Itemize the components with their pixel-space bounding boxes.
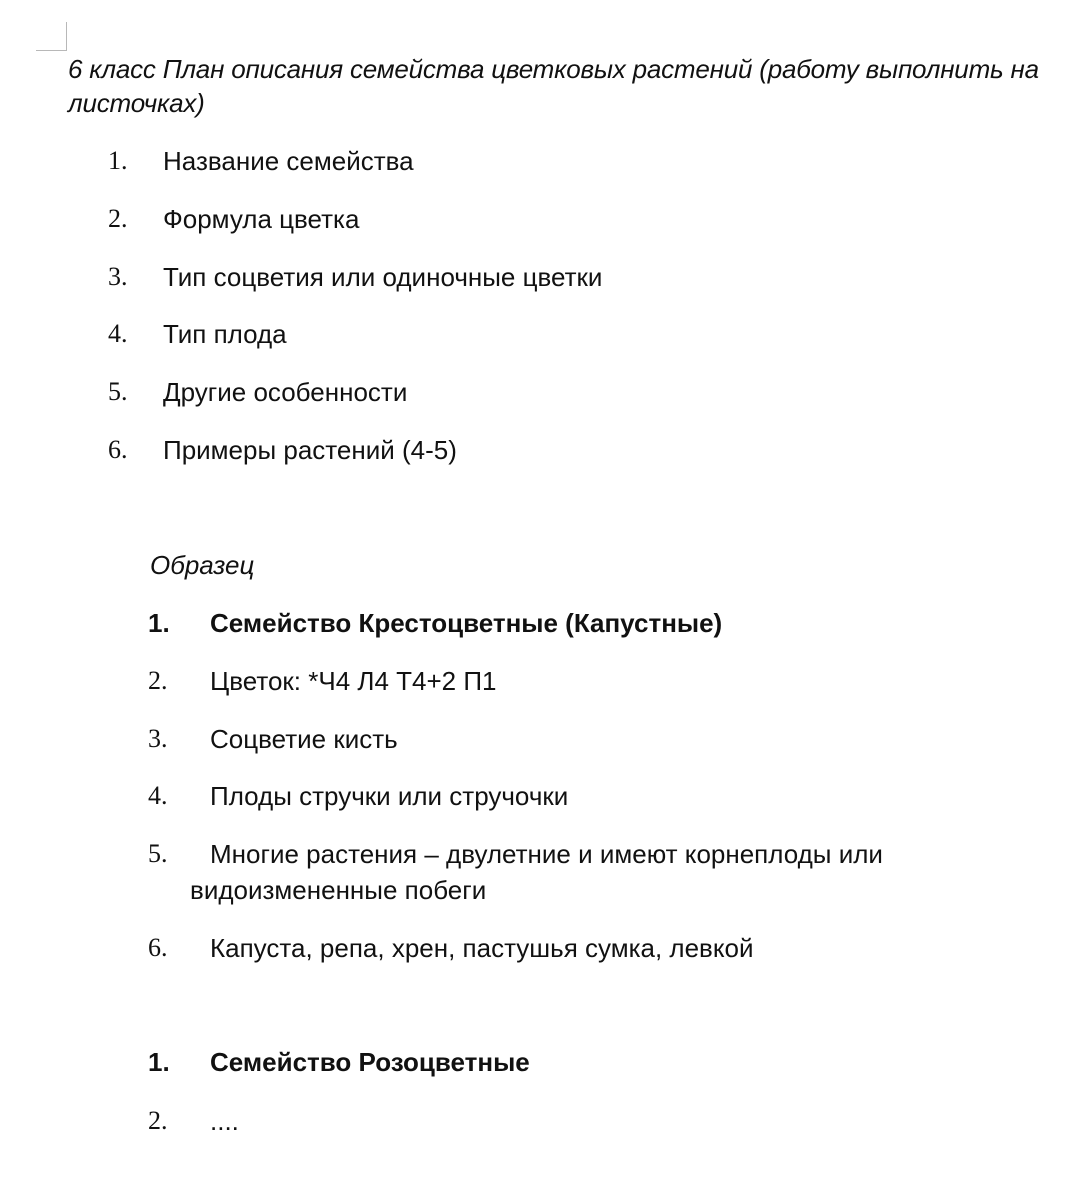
- sample-item-number: 5.: [148, 839, 168, 868]
- sample-item-text: Плоды стручки или стручочки: [210, 781, 569, 811]
- plan-item-number: 4.: [108, 319, 128, 348]
- plan-item-text: Тип плода: [163, 319, 287, 349]
- sample-item-text: Семейство Крестоцветные (Капустные): [210, 608, 723, 638]
- plan-item-number: 1.: [108, 146, 128, 175]
- page-corner-mark: [36, 22, 67, 51]
- plan-item-number: 2.: [108, 204, 128, 233]
- sample-item-text-continued: видоизмененные побеги: [190, 875, 487, 905]
- sample-item-number: 1.: [148, 608, 170, 638]
- sample-item-number: 3.: [148, 724, 168, 753]
- plan-item-number: 3.: [108, 262, 128, 291]
- sample-label: Образец: [150, 550, 255, 580]
- second-item-text: Семейство Розоцветные: [210, 1047, 530, 1077]
- plan-item-number: 6.: [108, 435, 128, 464]
- document-title: 6 класс План описания семейства цветковых растений (работу выполнить на листочках): [68, 54, 1039, 118]
- second-item-number: 2.: [148, 1106, 168, 1135]
- second-item-text: ....: [210, 1106, 239, 1136]
- plan-item-text: Другие особенности: [163, 377, 408, 407]
- sample-item-text: Соцветие кисть: [210, 724, 398, 754]
- plan-item-text: Формула цветка: [163, 204, 360, 234]
- sample-item-number: 4.: [148, 781, 168, 810]
- sample-item-text: Капуста, репа, хрен, пастушья сумка, левкой: [210, 933, 754, 963]
- second-item-number: 1.: [148, 1047, 170, 1077]
- sample-item-number: 2.: [148, 666, 168, 695]
- plan-item-text: Примеры растений (4-5): [163, 435, 457, 465]
- sample-item-number: 6.: [148, 933, 168, 962]
- sample-item-text: Многие растения – двулетние и имеют корнеплоды или: [210, 839, 883, 869]
- sample-item-text: Цветок: *Ч4 Л4 Т4+2 П1: [210, 666, 497, 696]
- plan-item-text: Название семейства: [163, 146, 414, 176]
- plan-item-number: 5.: [108, 377, 128, 406]
- plan-item-text: Тип соцветия или одиночные цветки: [163, 262, 603, 292]
